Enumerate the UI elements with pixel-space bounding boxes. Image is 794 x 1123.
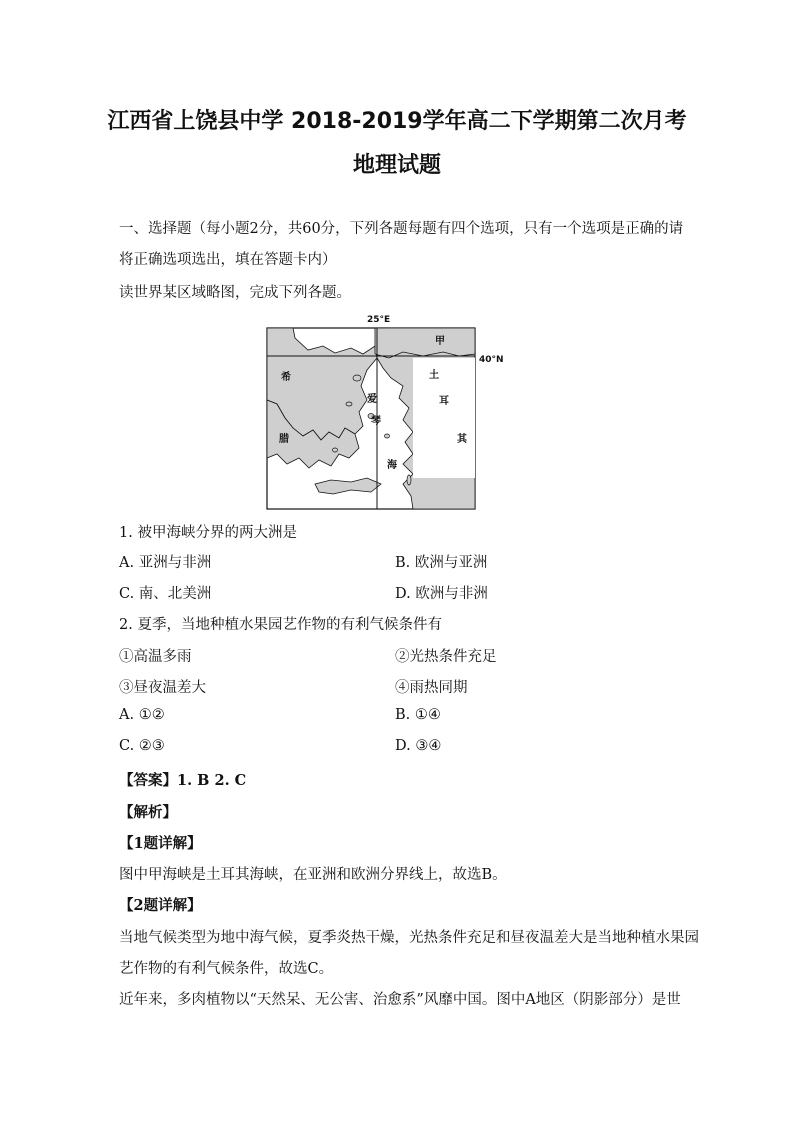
map-prompt: 读世界某区域略图，完成下列各题。	[119, 285, 351, 301]
map-label-qi: 其	[457, 434, 467, 445]
question-1-option-a[interactable]: A. 亚洲与非洲	[119, 555, 212, 571]
longitude-label: 25°E	[367, 315, 391, 325]
question-1-stem: 1. 被甲海峡分界的两大洲是	[119, 525, 297, 541]
question-2-condition-4: ④雨热同期	[395, 680, 468, 696]
detail-2-text-line1: 当地气候类型为地中海气候，夏季炎热干燥，光热条件充足和昼夜温差大是当地种植水果园	[119, 930, 699, 946]
region-map-svg	[263, 308, 513, 512]
question-2-condition-2: ②光热条件充足	[395, 649, 497, 665]
map-label-qin: 琴	[371, 416, 381, 427]
question-2-option-b[interactable]: B. ①④	[395, 707, 441, 723]
latitude-label: 40°N	[479, 355, 504, 365]
map-label-tu: 土	[429, 370, 439, 381]
document-title-line2: 地理试题	[352, 153, 441, 178]
thrace-strip	[375, 328, 475, 358]
answer-line: 【答案】1. B 2. C	[119, 772, 247, 789]
question-2-option-d[interactable]: D. ③④	[395, 738, 442, 754]
map-label-er: 耳	[439, 396, 449, 407]
detail-2-text-line2: 艺作物的有利气候条件，故选C。	[119, 961, 334, 977]
section-intro-line2: 将正确选项选出，填在答题卡内）	[119, 252, 337, 268]
next-question-intro: 近年来，多肉植物以“天然呆、无公害、治愈系”风靡中国。图中A地区（阴影部分）是世	[119, 992, 681, 1008]
map-label-la: 腊	[279, 434, 289, 445]
map-label-jia: 甲	[435, 336, 445, 347]
map-label-ai: 爱	[367, 394, 377, 405]
document-title-line1: 江西省上饶县中学 2018-2019学年高二下学期第二次月考	[107, 109, 687, 134]
detail-2-heading: 【2题详解】	[119, 897, 202, 914]
question-2-option-a[interactable]: A. ①②	[119, 707, 165, 723]
question-2-stem: 2. 夏季，当地种植水果园艺作物的有利气候条件有	[119, 617, 442, 633]
question-2-option-c[interactable]: C. ②③	[119, 738, 165, 754]
question-1-option-b[interactable]: B. 欧洲与亚洲	[395, 555, 488, 571]
analysis-heading: 【解析】	[119, 804, 177, 821]
detail-1-heading: 【1题详解】	[119, 835, 202, 852]
question-1-option-d[interactable]: D. 欧洲与非洲	[395, 586, 488, 602]
section-intro-line1: 一、选择题（每小题2分，共60分，下列各题每题有四个选项，只有一个选项是正确的请	[119, 221, 684, 237]
map-label-xi: 希	[281, 372, 291, 383]
region-map	[263, 308, 513, 512]
question-2-condition-3: ③昼夜温差大	[119, 680, 206, 696]
detail-1-text: 图中甲海峡是土耳其海峡，在亚洲和欧洲分界线上，故选B。	[119, 867, 507, 883]
question-1-option-c[interactable]: C. 南、北美洲	[119, 586, 212, 602]
question-2-condition-1: ①高温多雨	[119, 649, 192, 665]
map-label-hai: 海	[387, 460, 397, 471]
